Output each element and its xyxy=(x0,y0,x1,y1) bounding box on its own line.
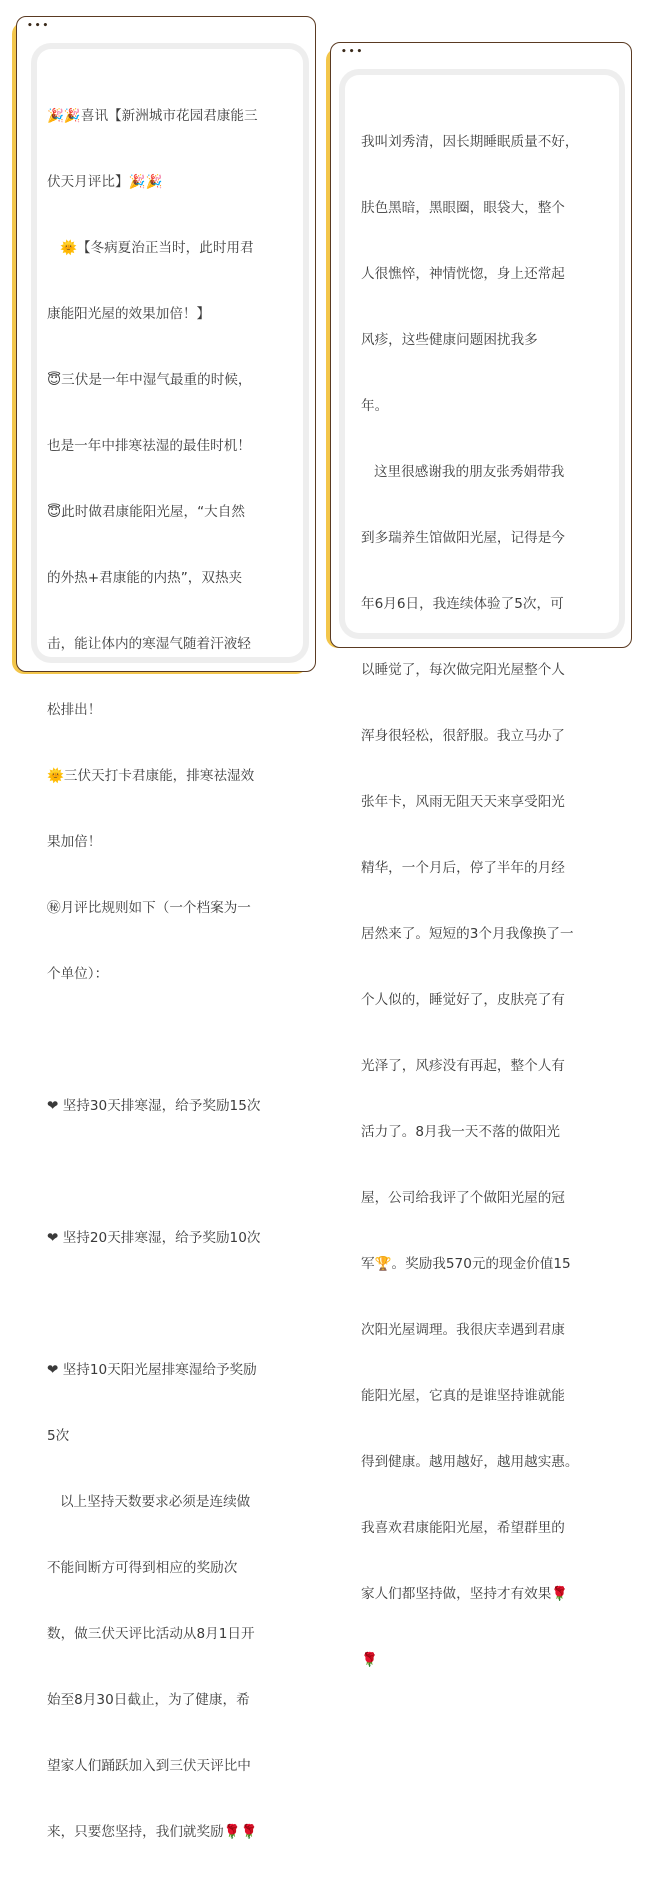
right-line: 我喜欢君康能阳光屋，希望群里的 xyxy=(361,1520,565,1536)
left-line xyxy=(47,1161,307,1183)
left-line: 望家人们踊跃加入到三伏天评比中 xyxy=(47,1758,251,1774)
left-line: 伏天月评比】🎉🎉 xyxy=(47,174,163,190)
right-line: 活力了。8月我一天不落的做阳光 xyxy=(361,1124,560,1140)
left-line: 数，做三伏天评比活动从8月1日开 xyxy=(47,1626,255,1642)
left-line: 个单位）： xyxy=(47,966,109,982)
right-line: 能阳光屋，它真的是谁坚持谁就能 xyxy=(361,1388,565,1404)
left-card xyxy=(16,16,316,1840)
left-line: 5次 xyxy=(47,1428,70,1444)
left-line: ❤ 坚持20天排寒湿，给予奖励10次 xyxy=(47,1230,261,1246)
left-line: 以上坚持天数要求必须是连续做 xyxy=(47,1494,251,1510)
left-line: 🌞三伏天打卡君康能，排寒祛湿效 xyxy=(47,768,255,784)
right-line: 光泽了，风疹没有再起，整个人有 xyxy=(361,1058,565,1074)
right-line: 浑身很轻松，很舒服。我立马办了 xyxy=(361,728,565,744)
right-line: 肤色黑暗，黑眼圈，眼袋大，整个 xyxy=(361,200,565,216)
left-line: 🌞【冬病夏治正当时，此时用君 xyxy=(47,240,254,256)
window-dots-icon: ••• xyxy=(27,21,51,31)
left-line: 果加倍！ xyxy=(47,834,102,850)
left-line: 始至8月30日截止，为了健康，希 xyxy=(47,1692,250,1708)
right-line: 张年卡，风雨无阻天天来享受阳光 xyxy=(361,794,565,810)
right-card xyxy=(330,42,632,1668)
right-line: 屋，公司给我评了个做阳光屋的冠 xyxy=(361,1190,565,1206)
right-line: 风疹，这些健康问题困扰我多 xyxy=(361,332,538,348)
left-line: 击，能让体内的寒湿气随着汗液轻 xyxy=(47,636,251,652)
left-line: 来，只要您坚持，我们就奖励🌹🌹 xyxy=(47,1824,258,1840)
left-line: ㊙月评比规则如下（一个档案为一 xyxy=(47,900,251,916)
right-line: 居然来了。短短的3个月我像换了一 xyxy=(361,926,574,942)
right-line: 得到健康。越用越好，越用越实惠。 xyxy=(361,1454,579,1470)
right-line: 人很憔悴，神情恍惚，身上还常起 xyxy=(361,266,565,282)
right-post-text xyxy=(361,87,631,1715)
left-line: 不能间断方可得到相应的奖励次 xyxy=(47,1560,238,1576)
right-line: 个人似的，睡觉好了，皮肤亮了有 xyxy=(361,992,565,1008)
right-line: 我叫刘秀清，因长期睡眠质量不好， xyxy=(361,134,579,150)
right-line: 精华，一个月后，停了半年的月经 xyxy=(361,860,565,876)
left-line xyxy=(47,1029,307,1051)
right-line: 家人们都坚持做，坚持才有效果🌹 xyxy=(361,1586,569,1602)
left-post-text xyxy=(47,61,307,1887)
right-line: 年6月6日，我连续体验了5次，可 xyxy=(361,596,564,612)
left-line: 康能阳光屋的效果加倍！】 xyxy=(47,306,211,322)
left-line: ❤ 坚持30天排寒湿，给予奖励15次 xyxy=(47,1098,261,1114)
right-line: 年。 xyxy=(361,398,389,414)
left-line: 😇此时做君康能阳光屋，“大自然 xyxy=(47,504,245,520)
left-line xyxy=(47,1293,307,1315)
right-line: 🌹 xyxy=(361,1652,378,1668)
left-line: 🎉🎉喜讯【新洲城市花园君康能三 xyxy=(47,108,258,124)
left-line: ❤ 坚持10天阳光屋排寒湿给予奖励 xyxy=(47,1362,257,1378)
window-dots-icon: ••• xyxy=(341,47,365,57)
right-line: 次阳光屋调理。我很庆幸遇到君康 xyxy=(361,1322,565,1338)
right-line: 到多瑞养生馆做阳光屋，记得是今 xyxy=(361,530,565,546)
left-line: 松排出！ xyxy=(47,702,102,718)
left-line: 也是一年中排寒祛湿的最佳时机！ xyxy=(47,438,251,454)
right-line: 军🏆。奖励我570元的现金价值15 xyxy=(361,1256,571,1272)
right-line: 这里很感谢我的朋友张秀娟带我 xyxy=(361,464,565,480)
left-line: 的外热+君康能的内热”，双热夹 xyxy=(47,570,243,586)
left-line: 😇三伏是一年中湿气最重的时候， xyxy=(47,372,252,388)
right-line: 以睡觉了，每次做完阳光屋整个人 xyxy=(361,662,565,678)
